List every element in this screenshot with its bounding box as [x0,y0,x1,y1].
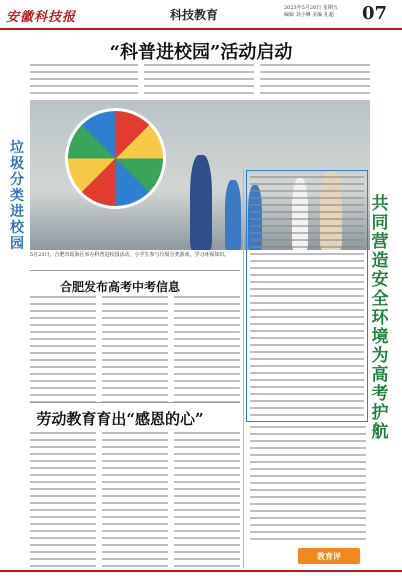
footer-line [0,570,402,572]
page-number: 07 [362,3,388,24]
masthead: 安徽科技报 [6,10,77,25]
divider [30,270,240,271]
person-figure [190,155,212,250]
child-figure [225,180,241,250]
divider [30,402,240,403]
date-text: 2023年5月26日 星期五 [284,5,338,11]
right-article-title: 共同营造安全环境为高考护航 [371,194,389,442]
page-header [0,0,402,30]
article2-body-col2 [102,296,168,402]
article2-body-col1 [30,296,96,402]
article1-title: “科普进校园”活动启动 [109,42,293,63]
editor-text: 编辑 刘小琳 美编 孔超 [284,12,334,18]
article3-body-col1 [30,432,96,568]
article3-body-col2 [102,432,168,568]
article2-title: 合肥发布高考中考信息 [59,280,180,294]
date-line [284,5,338,19]
sidebar-title: 垃圾分类进校园 [10,140,24,252]
right-article-body [250,176,364,416]
article1-body-col2 [144,64,254,98]
section-title: 科技教育 [170,8,219,22]
photo-caption: 5月23日，合肥市瑶海区举办科普进校园活动，小学生参与垃圾分类游戏，学习环保知识。 [30,252,230,258]
commentary-badge: 教育评 [298,548,360,564]
article1-body-col3 [260,64,370,98]
article3-title: 劳动教育育出“感恩的心” [36,410,204,428]
column-divider [243,168,244,568]
commentary-body [250,426,366,544]
article3-body-col3 [174,432,240,568]
article1-body-col1 [30,64,138,98]
prize-wheel-image [65,108,166,209]
article2-body-col3 [174,296,240,402]
